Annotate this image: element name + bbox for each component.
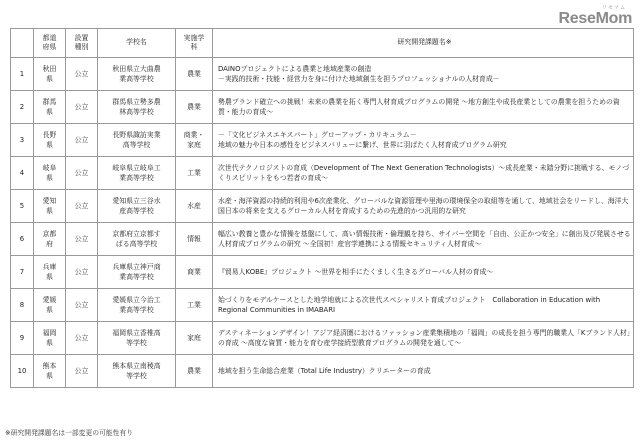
cell-no: 3 — [11, 124, 34, 157]
cell-no: 6 — [11, 223, 34, 256]
table-row — [11, 124, 634, 157]
cell-title: DAINOプロジェクトによる農業と地域産業の創造 －実践的技術・技能・経営力を身に付けた地域創生を担うプロフェッショナルの人材育成－ — [213, 58, 634, 91]
cell-type: 公立 — [66, 91, 98, 124]
research-table — [10, 28, 634, 388]
cell-prefecture: 愛媛 県 — [34, 289, 66, 322]
cell-prefecture: 長野 県 — [34, 124, 66, 157]
cell-title: 次世代テクノロジストの育成（Development of The Next Generation Technologists）～成長産業・未踏分野に挑戦する、モノづくりスピリットをもつ若者の育成～ — [213, 157, 634, 190]
cell-no: 8 — [11, 289, 34, 322]
header-type-text: 設置 種別 — [74, 33, 89, 51]
table-row — [11, 289, 634, 322]
cell-type: 公立 — [66, 58, 98, 91]
cell-school: 群馬県立勢多農 林高等学校 — [98, 91, 176, 124]
header-title: 研究開発課題名※ — [213, 29, 634, 58]
header-type — [66, 29, 98, 58]
cell-type: 公立 — [66, 355, 98, 388]
cell-title: 地域を担う生命総合産業（Total Life Industry）クリエーターの育成 — [213, 355, 634, 388]
footnote: ※研究開発課題名は一部変更の可能性有り — [5, 429, 134, 437]
logo-kana: リセマム — [602, 5, 626, 11]
cell-no: 9 — [11, 322, 34, 355]
header-department — [176, 29, 213, 58]
cell-prefecture: 愛知 県 — [34, 190, 66, 223]
cell-type: 公立 — [66, 289, 98, 322]
cell-department: 農業 — [176, 91, 213, 124]
cell-no: 10 — [11, 355, 34, 388]
cell-school: 福岡県立香椎高 等学校 — [98, 322, 176, 355]
header-prefecture — [34, 29, 66, 58]
cell-prefecture: 兵庫 県 — [34, 256, 66, 289]
cell-no: 7 — [11, 256, 34, 289]
cell-title: デスティネーションデザイン！アジア経済圏におけるファッション産業集積地の「福岡」の成長を担う専門的職業人「Kブランド人材」の育成 ～高度な資質・能力を育む産学接続型教育プログラムの開発を通して～ — [213, 322, 634, 355]
cell-no: 2 — [11, 91, 34, 124]
cell-no: 1 — [11, 58, 34, 91]
cell-school: 兵庫県立神戸商 業高等学校 — [98, 256, 176, 289]
cell-prefecture: 福岡 県 — [34, 322, 66, 355]
cell-type: 公立 — [66, 223, 98, 256]
cell-title: 水産・海洋資源の持続的利用や6次産業化、グローバルな資源管理や里海の環境保全の取組等を通して、地域社会をリードし、海洋大国日本の将来を支えるグローカル人材を育成するための先進的かつ汎用的な研究 — [213, 190, 634, 223]
table-row — [11, 322, 634, 355]
header-no — [11, 29, 34, 58]
cell-prefecture: 岐阜 県 — [34, 157, 66, 190]
cell-no: 5 — [11, 190, 34, 223]
cell-type: 公立 — [66, 190, 98, 223]
cell-school: 長野県諏訪実業 高等学校 — [98, 124, 176, 157]
table-row — [11, 91, 634, 124]
cell-school: 愛知県立三谷水 産高等学校 — [98, 190, 176, 223]
table-row — [11, 190, 634, 223]
cell-prefecture: 群馬 県 — [34, 91, 66, 124]
cell-type: 公立 — [66, 124, 98, 157]
table-row — [11, 256, 634, 289]
header-prefecture-text: 都道 府県 — [42, 33, 57, 51]
cell-department: 農業 — [176, 58, 213, 91]
cell-type: 公立 — [66, 256, 98, 289]
table-row — [11, 223, 634, 256]
cell-department: 商業 — [176, 256, 213, 289]
table-row — [11, 58, 634, 91]
cell-title: 『貿易人KOBE』プロジェクト ～世界を相手にたくましく生きるグローバル人材の育成～ — [213, 256, 634, 289]
table-body — [11, 58, 634, 388]
cell-department: 水産 — [176, 190, 213, 223]
cell-department: 商業・ 家庭 — [176, 124, 213, 157]
cell-department: 情報 — [176, 223, 213, 256]
cell-prefecture: 熊本 県 — [34, 355, 66, 388]
cell-department: 工業 — [176, 157, 213, 190]
resemom-logo[interactable] — [559, 6, 632, 27]
cell-school: 秋田県立大曲農 業高等学校 — [98, 58, 176, 91]
cell-title: 始づくりをモデルケースとした地学地就による次世代スペシャリスト育成プロジェクト Collaboration in Education with Regional Communities in IMABARI — [213, 289, 634, 322]
cell-title: 幅広い教養と豊かな情操を基盤にして、高い情報技術・倫理観を持ち、サイバー空間を「自由、公正かつ安全」に創出及び発展させる人材育成プログラムの研究 ～全国初！産官学連携による情報セキュリティ人材育成～ — [213, 223, 634, 256]
cell-prefecture: 秋田 県 — [34, 58, 66, 91]
cell-school: 京都府立京都す ばる高等学校 — [98, 223, 176, 256]
cell-type: 公立 — [66, 157, 98, 190]
cell-department: 農業 — [176, 355, 213, 388]
cell-type: 公立 — [66, 322, 98, 355]
header-row — [11, 29, 634, 58]
cell-school: 岐阜県立岐阜工 業高等学校 — [98, 157, 176, 190]
logo-text: ReseMom — [558, 10, 632, 27]
cell-title: －「文化ビジネスエキスパート」グローアップ・カリキュラム－ 地域の魅力や日本の感性をビジネスバリューに繋げ、世界に羽ばたく人材育成プログラム研究 — [213, 124, 634, 157]
cell-department: 家庭 — [176, 322, 213, 355]
cell-school: 熊本県立南稜高 等学校 — [98, 355, 176, 388]
table-row — [11, 157, 634, 190]
table-row — [11, 355, 634, 388]
header-school: 学校名 — [98, 29, 176, 58]
cell-prefecture: 京都 府 — [34, 223, 66, 256]
cell-title: 勢農ブランド確立への挑戦！未来の農業を拓く専門人材育成プログラムの開発 ～地方創生や成長産業としての農業を担うための資質・能力の育成～ — [213, 91, 634, 124]
cell-department: 工業 — [176, 289, 213, 322]
table-header — [11, 29, 634, 58]
cell-school: 愛媛県立今治工 業高等学校 — [98, 289, 176, 322]
header-department-text: 実施学 科 — [183, 33, 205, 51]
cell-no: 4 — [11, 157, 34, 190]
